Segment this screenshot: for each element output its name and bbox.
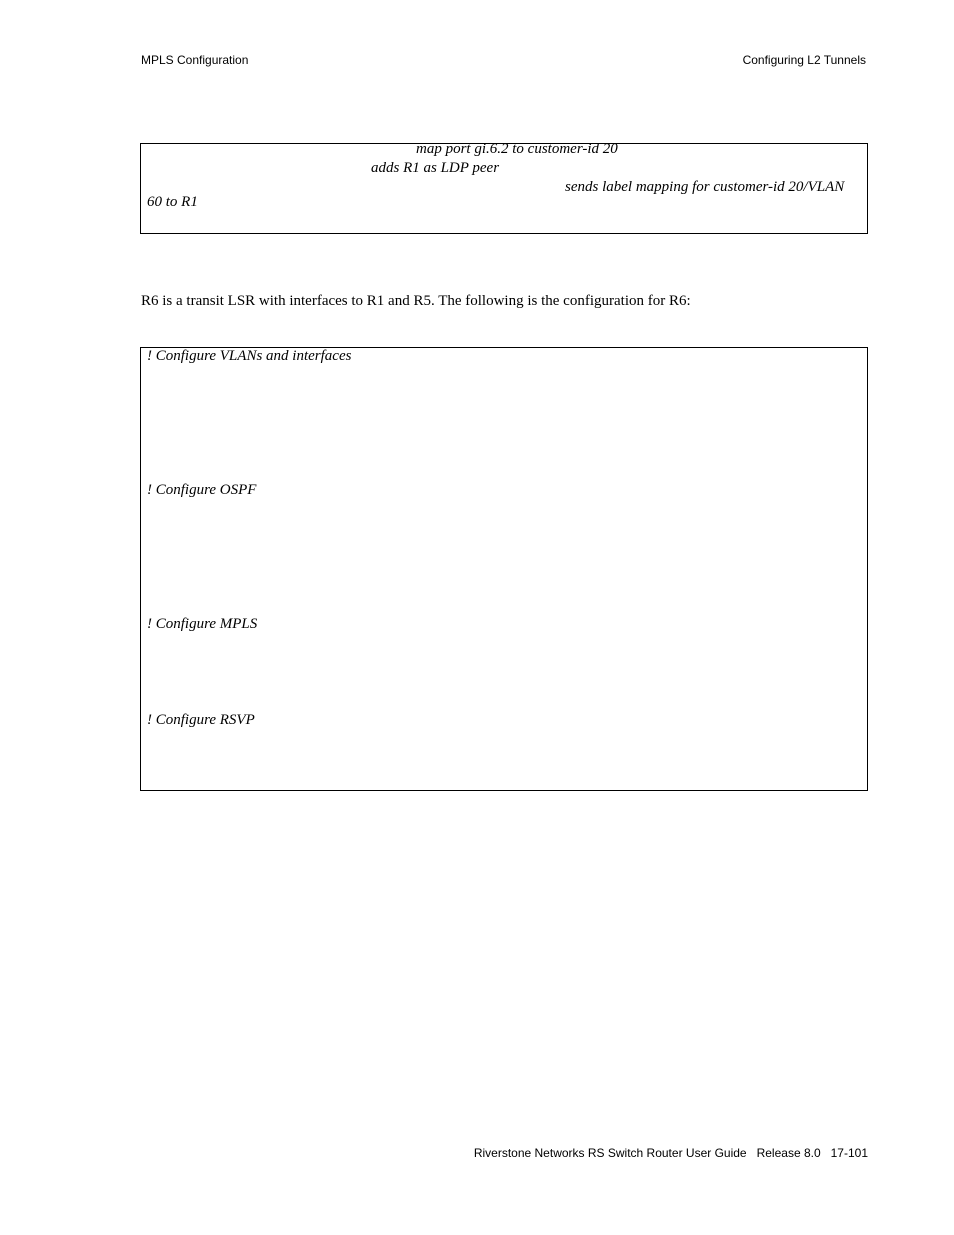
config-comment-vlans: ! Configure VLANs and interfaces — [147, 348, 352, 364]
config-comment-ospf: ! Configure OSPF — [147, 482, 257, 498]
config-comment-label-mapping: sends label mapping for customer-id 20/VLAN — [565, 179, 845, 195]
config-comment-label-mapping-cont: 60 to R1 — [147, 194, 198, 210]
config-comment-map-port: map port gi.6.2 to customer-id 20 — [416, 141, 618, 157]
config-box-r6 — [140, 347, 868, 791]
intro-paragraph: R6 is a transit LSR with interfaces to R1 and R5. The following is the configuration for R6: — [141, 293, 691, 309]
running-header-left: MPLS Configuration — [141, 53, 249, 67]
page-footer: Riverstone Networks RS Switch Router User Guide Release 8.0 17-101 — [473, 1146, 868, 1160]
running-header-right: Configuring L2 Tunnels — [742, 53, 866, 67]
config-comment-ldp-peer: adds R1 as LDP peer — [371, 160, 500, 176]
config-box-r5-continued — [140, 143, 868, 234]
config-comment-rsvp: ! Configure RSVP — [147, 712, 255, 728]
config-comment-mpls: ! Configure MPLS — [147, 616, 258, 632]
